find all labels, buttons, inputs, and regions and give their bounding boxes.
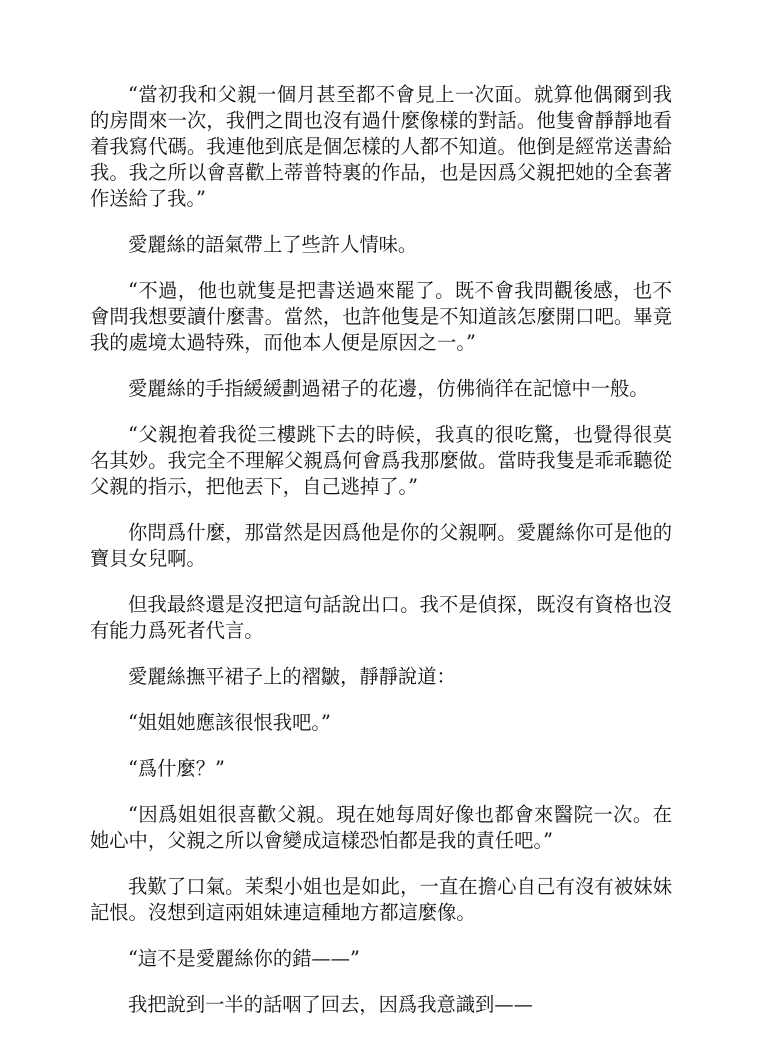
paragraph: 愛麗絲的語氣帶上了些許人情味。 — [128, 233, 418, 256]
paragraph: 你問爲什麼，那當然是因爲他是你的父親啊。愛麗絲你可是他的寶貝女兒啊。 — [90, 521, 672, 570]
paragraph: 愛麗絲的手指緩緩劃過裙子的花邊，仿佛徜徉在記憶中一般。 — [128, 377, 649, 400]
paragraph: 但我最終還是沒把這句話說出口。我不是偵探，既沒有資格也沒有能力爲死者代言。 — [90, 593, 672, 642]
paragraph: “這不是愛麗絲你的錯——” — [128, 947, 360, 970]
paragraph: 愛麗絲撫平裙子上的褶皺，靜靜說道： — [128, 665, 456, 688]
paragraph: 我把說到一半的話咽了回去，因爲我意識到—— — [128, 993, 533, 1016]
paragraph: 我歎了口氣。茉梨小姐也是如此，一直在擔心自己有沒有被妹妹記恨。沒想到這兩姐妹連這種地方都這麼像。 — [90, 875, 672, 924]
book-page — [90, 82, 672, 1038]
paragraph: “爲什麼？” — [128, 757, 225, 780]
paragraph: “姐姐她應該很恨我吧。” — [128, 711, 331, 734]
paragraph: “當初我和父親一個月甚至都不會見上一次面。就算他偶爾到我的房間來一次，我們之間也沒有過什麼像樣的對話。他隻會靜靜地看着我寫代碼。我連他到底是個怎樣的人都不知道。他倒是經常送書給我。我之所以會喜歡上蒂普特裏的作品，也是因爲父親把她的全套著作送給了我。” — [90, 83, 672, 210]
paragraph: “不過，他也就隻是把書送過來罷了。既不會我問觀後感，也不會問我想要讀什麼書。當然，也許他隻是不知道該怎麼開口吧。畢竟我的處境太過特殊，而他本人便是原因之一。” — [90, 279, 672, 354]
paragraph: “因爲姐姐很喜歡父親。現在她每周好像也都會來醫院一次。在她心中，父親之所以會變成這樣恐怕都是我的責任吧。” — [90, 803, 672, 852]
paragraph: “父親抱着我從三樓跳下去的時候，我真的很吃驚，也覺得很莫名其妙。我完全不理解父親爲何會爲我那麼做。當時我隻是乖乖聽從父親的指示，把他丟下，自己逃掉了。” — [90, 423, 672, 498]
